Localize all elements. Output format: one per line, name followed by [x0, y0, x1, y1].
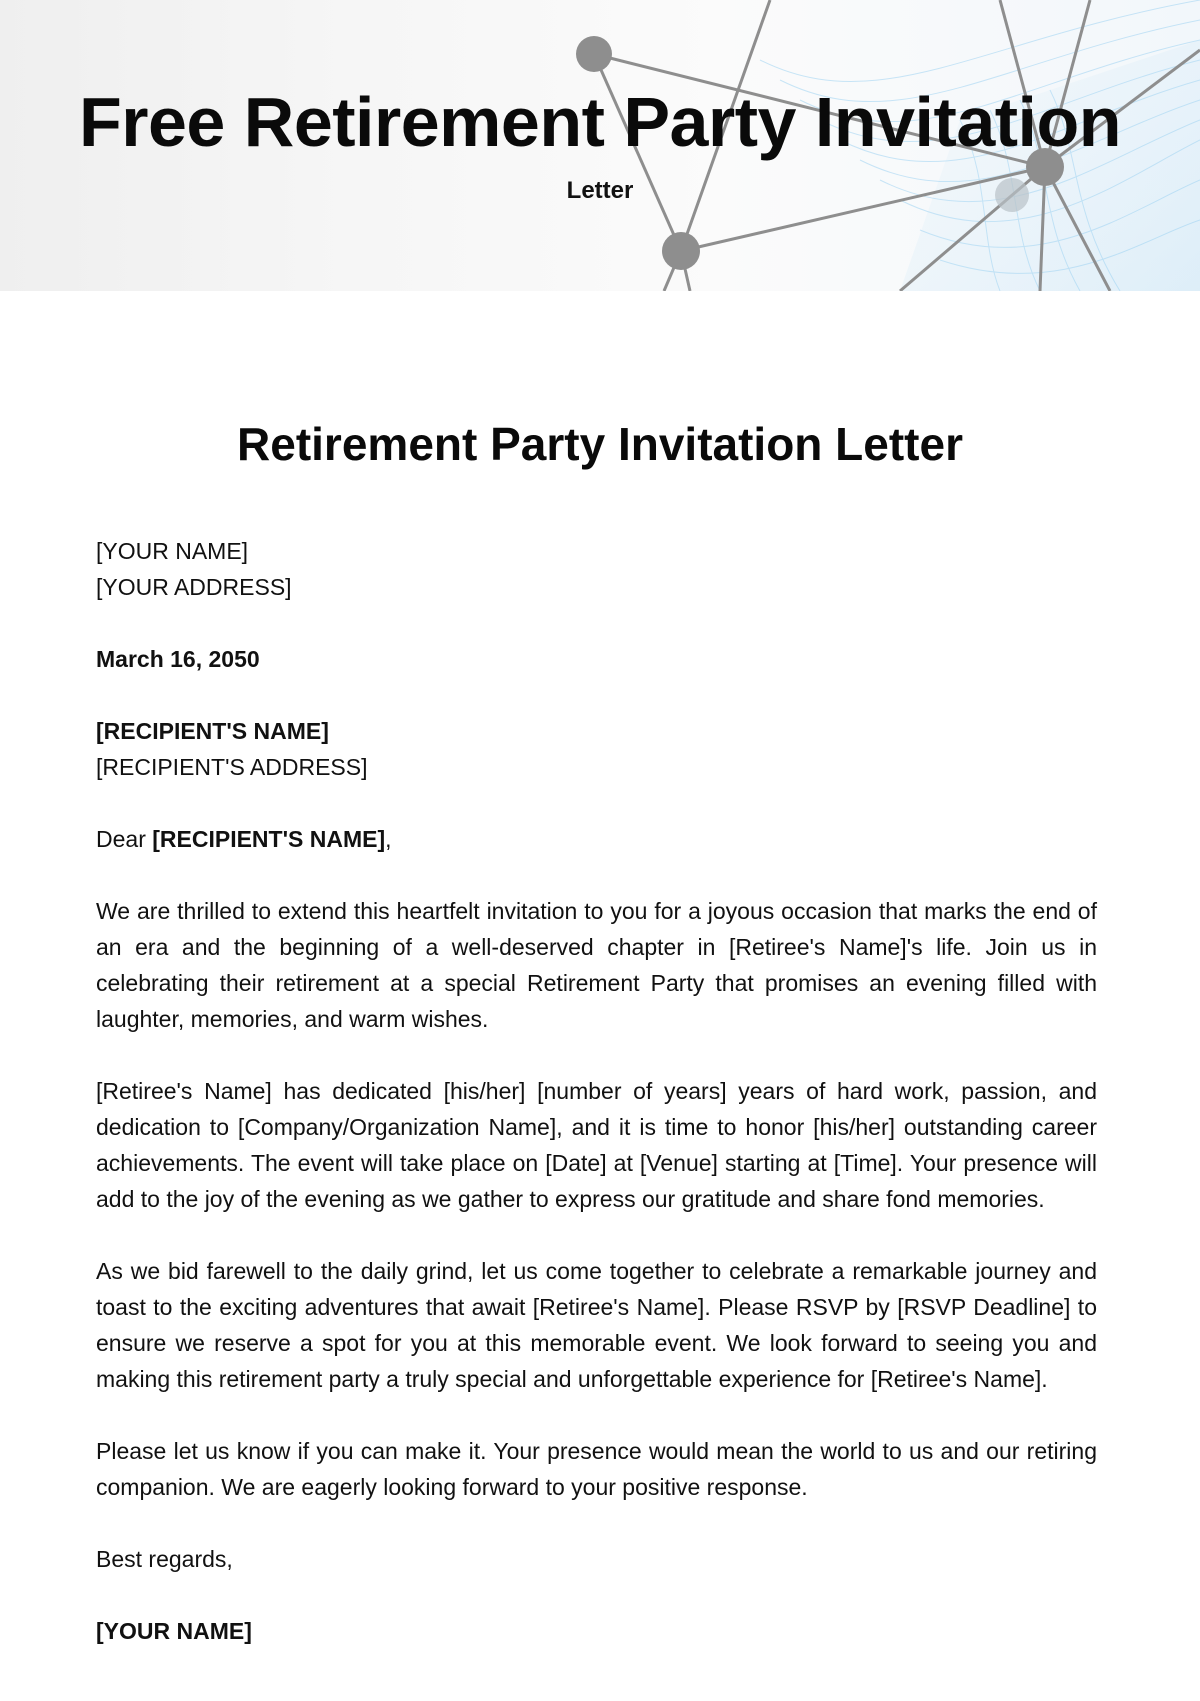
body-paragraph: Please let us know if you can make it. Your presence would mean the world to us and our retiring companion. We are eagerly looking forward to your positive response. [96, 1438, 1097, 1500]
salutation-suffix: , [385, 826, 392, 852]
salutation [96, 821, 1097, 857]
banner-subtitle: Letter [566, 177, 634, 204]
signature-name: [YOUR NAME] [96, 1618, 252, 1644]
salutation-prefix: Dear [96, 826, 153, 852]
recipient-name: [RECIPIENT'S NAME] [96, 718, 329, 744]
body-paragraph: As we bid farewell to the daily grind, let us come together to celebrate a remarkable journey and toast to the exciting adventures that await [Retiree's Name]. Please RSVP by [RSVP Deadline] to ensure we reserve a spot for you at this memorable event. We look forward to seeing you and making this retirement party a truly special and unforgettable experience for [Retiree's Name]. [96, 1258, 1097, 1392]
salutation-name: [RECIPIENT'S NAME] [152, 826, 386, 852]
document-title: Retirement Party Invitation Letter [237, 418, 963, 470]
body-paragraph: [Retiree's Name] has dedicated [his/her] [number of years] years of hard work, passion, and dedication to [Company/Organization Name], and it is time to honor [his/her] outstanding career achievements. The event will take place on [Date] at [Venue] starting at [Time]. Your presence will add to the joy of the evening as we gather to express our gratitude and share fond memories. [96, 1078, 1097, 1212]
sender-name: [YOUR NAME] [96, 538, 249, 564]
sender-address: [YOUR ADDRESS] [96, 574, 292, 600]
network-node [662, 232, 700, 270]
network-node [576, 36, 612, 72]
closing: Best regards, [96, 1546, 233, 1572]
recipient-address: [RECIPIENT'S ADDRESS] [96, 754, 368, 780]
date-block [96, 641, 1097, 677]
header-banner [0, 0, 1200, 291]
banner-title: Free Retirement Party Invitation [78, 83, 1122, 161]
letter-body [96, 533, 1097, 1685]
letter-date: March 16, 2050 [96, 646, 260, 672]
body-paragraph: We are thrilled to extend this heartfelt invitation to you for a joyous occasion that marks the end of an era and the beginning of a well-deserved chapter in [Retiree's Name]'s life. Join us in celebrating their retirement at a special Retirement Party that promises an evening filled with laughter, memories, and warm wishes. [96, 898, 1097, 1032]
recipient-block [96, 713, 1097, 785]
sender-block [96, 533, 1097, 605]
